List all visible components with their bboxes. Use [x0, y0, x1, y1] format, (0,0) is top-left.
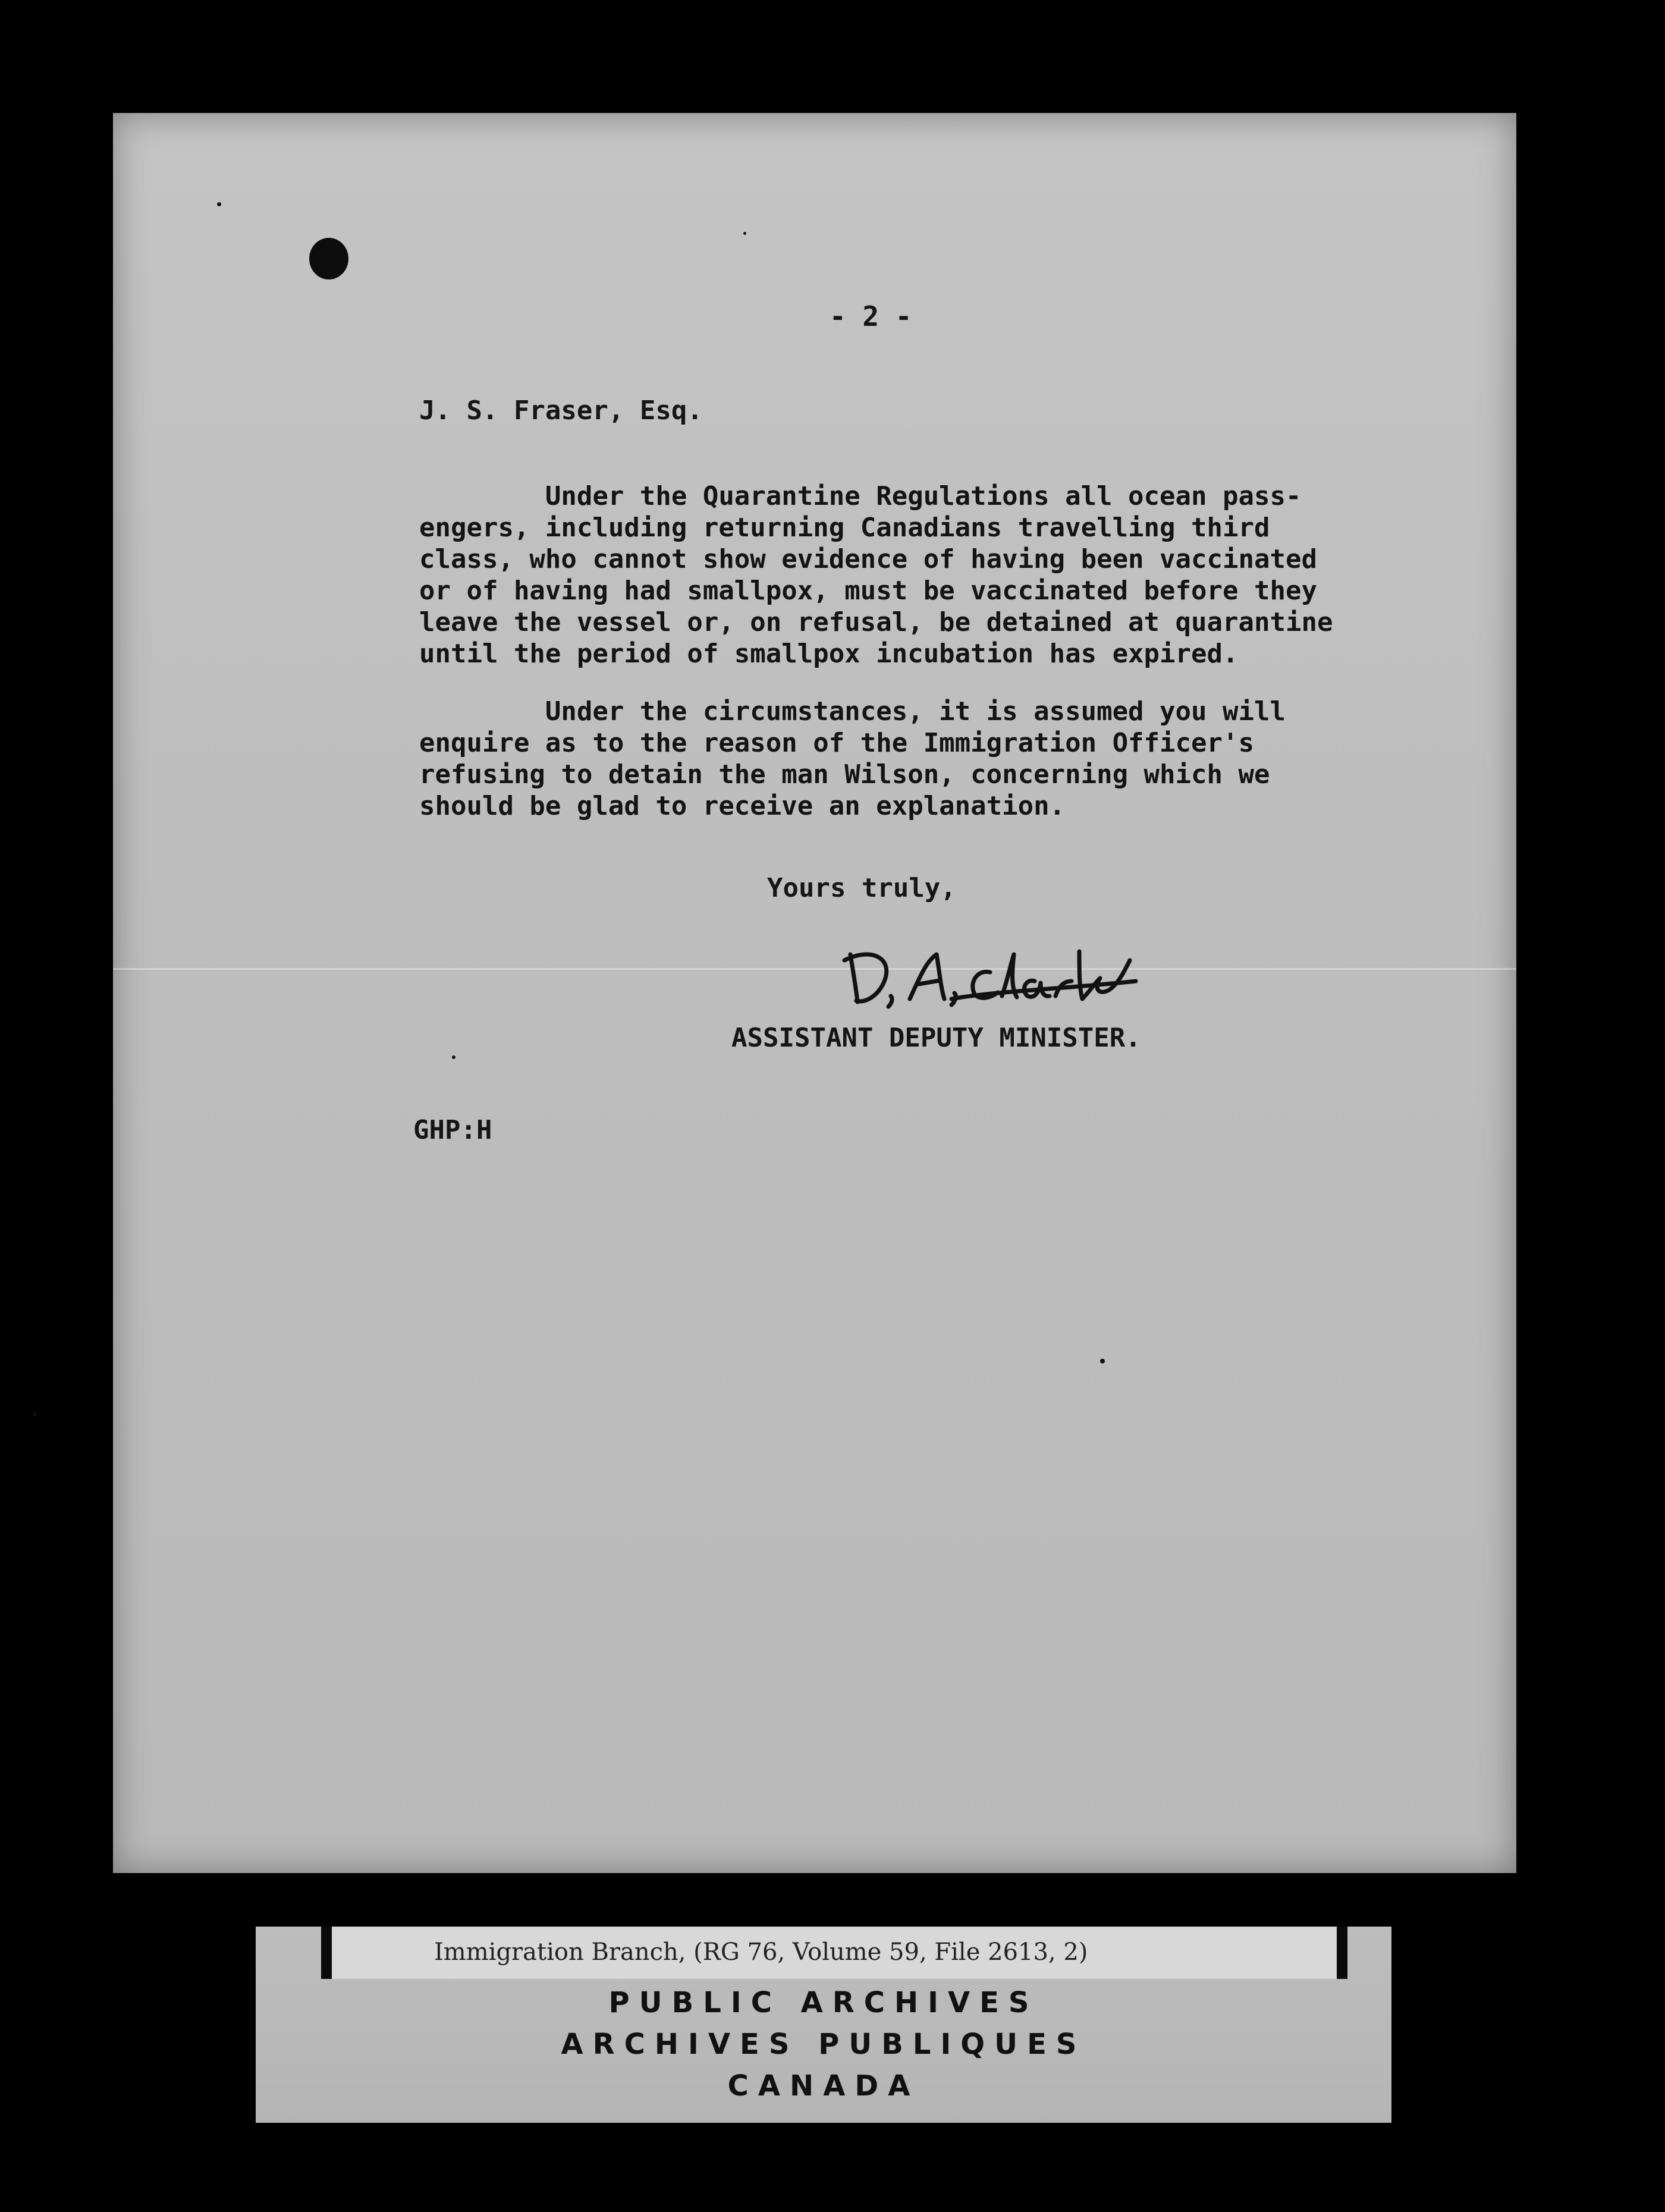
paragraph-line: until the period of smallpox incubation has expired.: [419, 639, 1239, 669]
reference-initials: GHP:H: [413, 1115, 492, 1145]
paragraph-request-explanation: [419, 696, 1466, 822]
paragraph-line: engers, including returning Canadians travelling third: [419, 513, 1270, 543]
paragraph-line: should be glad to receive an explanation.: [419, 791, 1066, 821]
archive-name-french: ARCHIVES PUBLIQUES: [561, 2028, 1086, 2061]
hole-punch-mark: [309, 238, 348, 279]
fold-line: [113, 968, 1516, 970]
paragraph-line: class, who cannot show evidence of having been vaccinated: [419, 544, 1317, 574]
speck: [33, 1412, 37, 1416]
paragraph-line: Under the Quarantine Regulations all ocean pass-: [419, 481, 1302, 511]
page-number: - 2 -: [830, 300, 912, 332]
paragraph-line: or of having had smallpox, must be vaccinated before they: [419, 576, 1317, 606]
speck: [743, 232, 746, 235]
archive-country: CANADA: [727, 2069, 920, 2103]
handwritten-signature: [838, 937, 1148, 1014]
addressee: J. S. Fraser, Esq.: [419, 395, 703, 426]
paragraph-line: enquire as to the reason of the Immigration Officer's: [419, 728, 1254, 758]
speck: [452, 1055, 455, 1059]
archive-reference: Immigration Branch, (RG 76, Volume 59, File 2613, 2): [434, 1938, 1088, 1966]
letter-page: [113, 113, 1516, 1873]
closing-salutation: Yours truly,: [767, 873, 956, 903]
speck: [217, 202, 221, 206]
archive-label: [256, 1927, 1391, 2123]
paragraph-quarantine-regulations: [419, 480, 1466, 670]
paragraph-line: refusing to detain the man Wilson, concerning which we: [419, 759, 1270, 790]
paragraph-line: leave the vessel or, on refusal, be detained at quarantine: [419, 607, 1333, 637]
paragraph-line: Under the circumstances, it is assumed you will: [419, 696, 1286, 727]
speck: [1100, 1359, 1105, 1363]
archive-name-english: PUBLIC ARCHIVES: [608, 1986, 1039, 2019]
signatory-title: ASSISTANT DEPUTY MINISTER.: [731, 1023, 1141, 1053]
